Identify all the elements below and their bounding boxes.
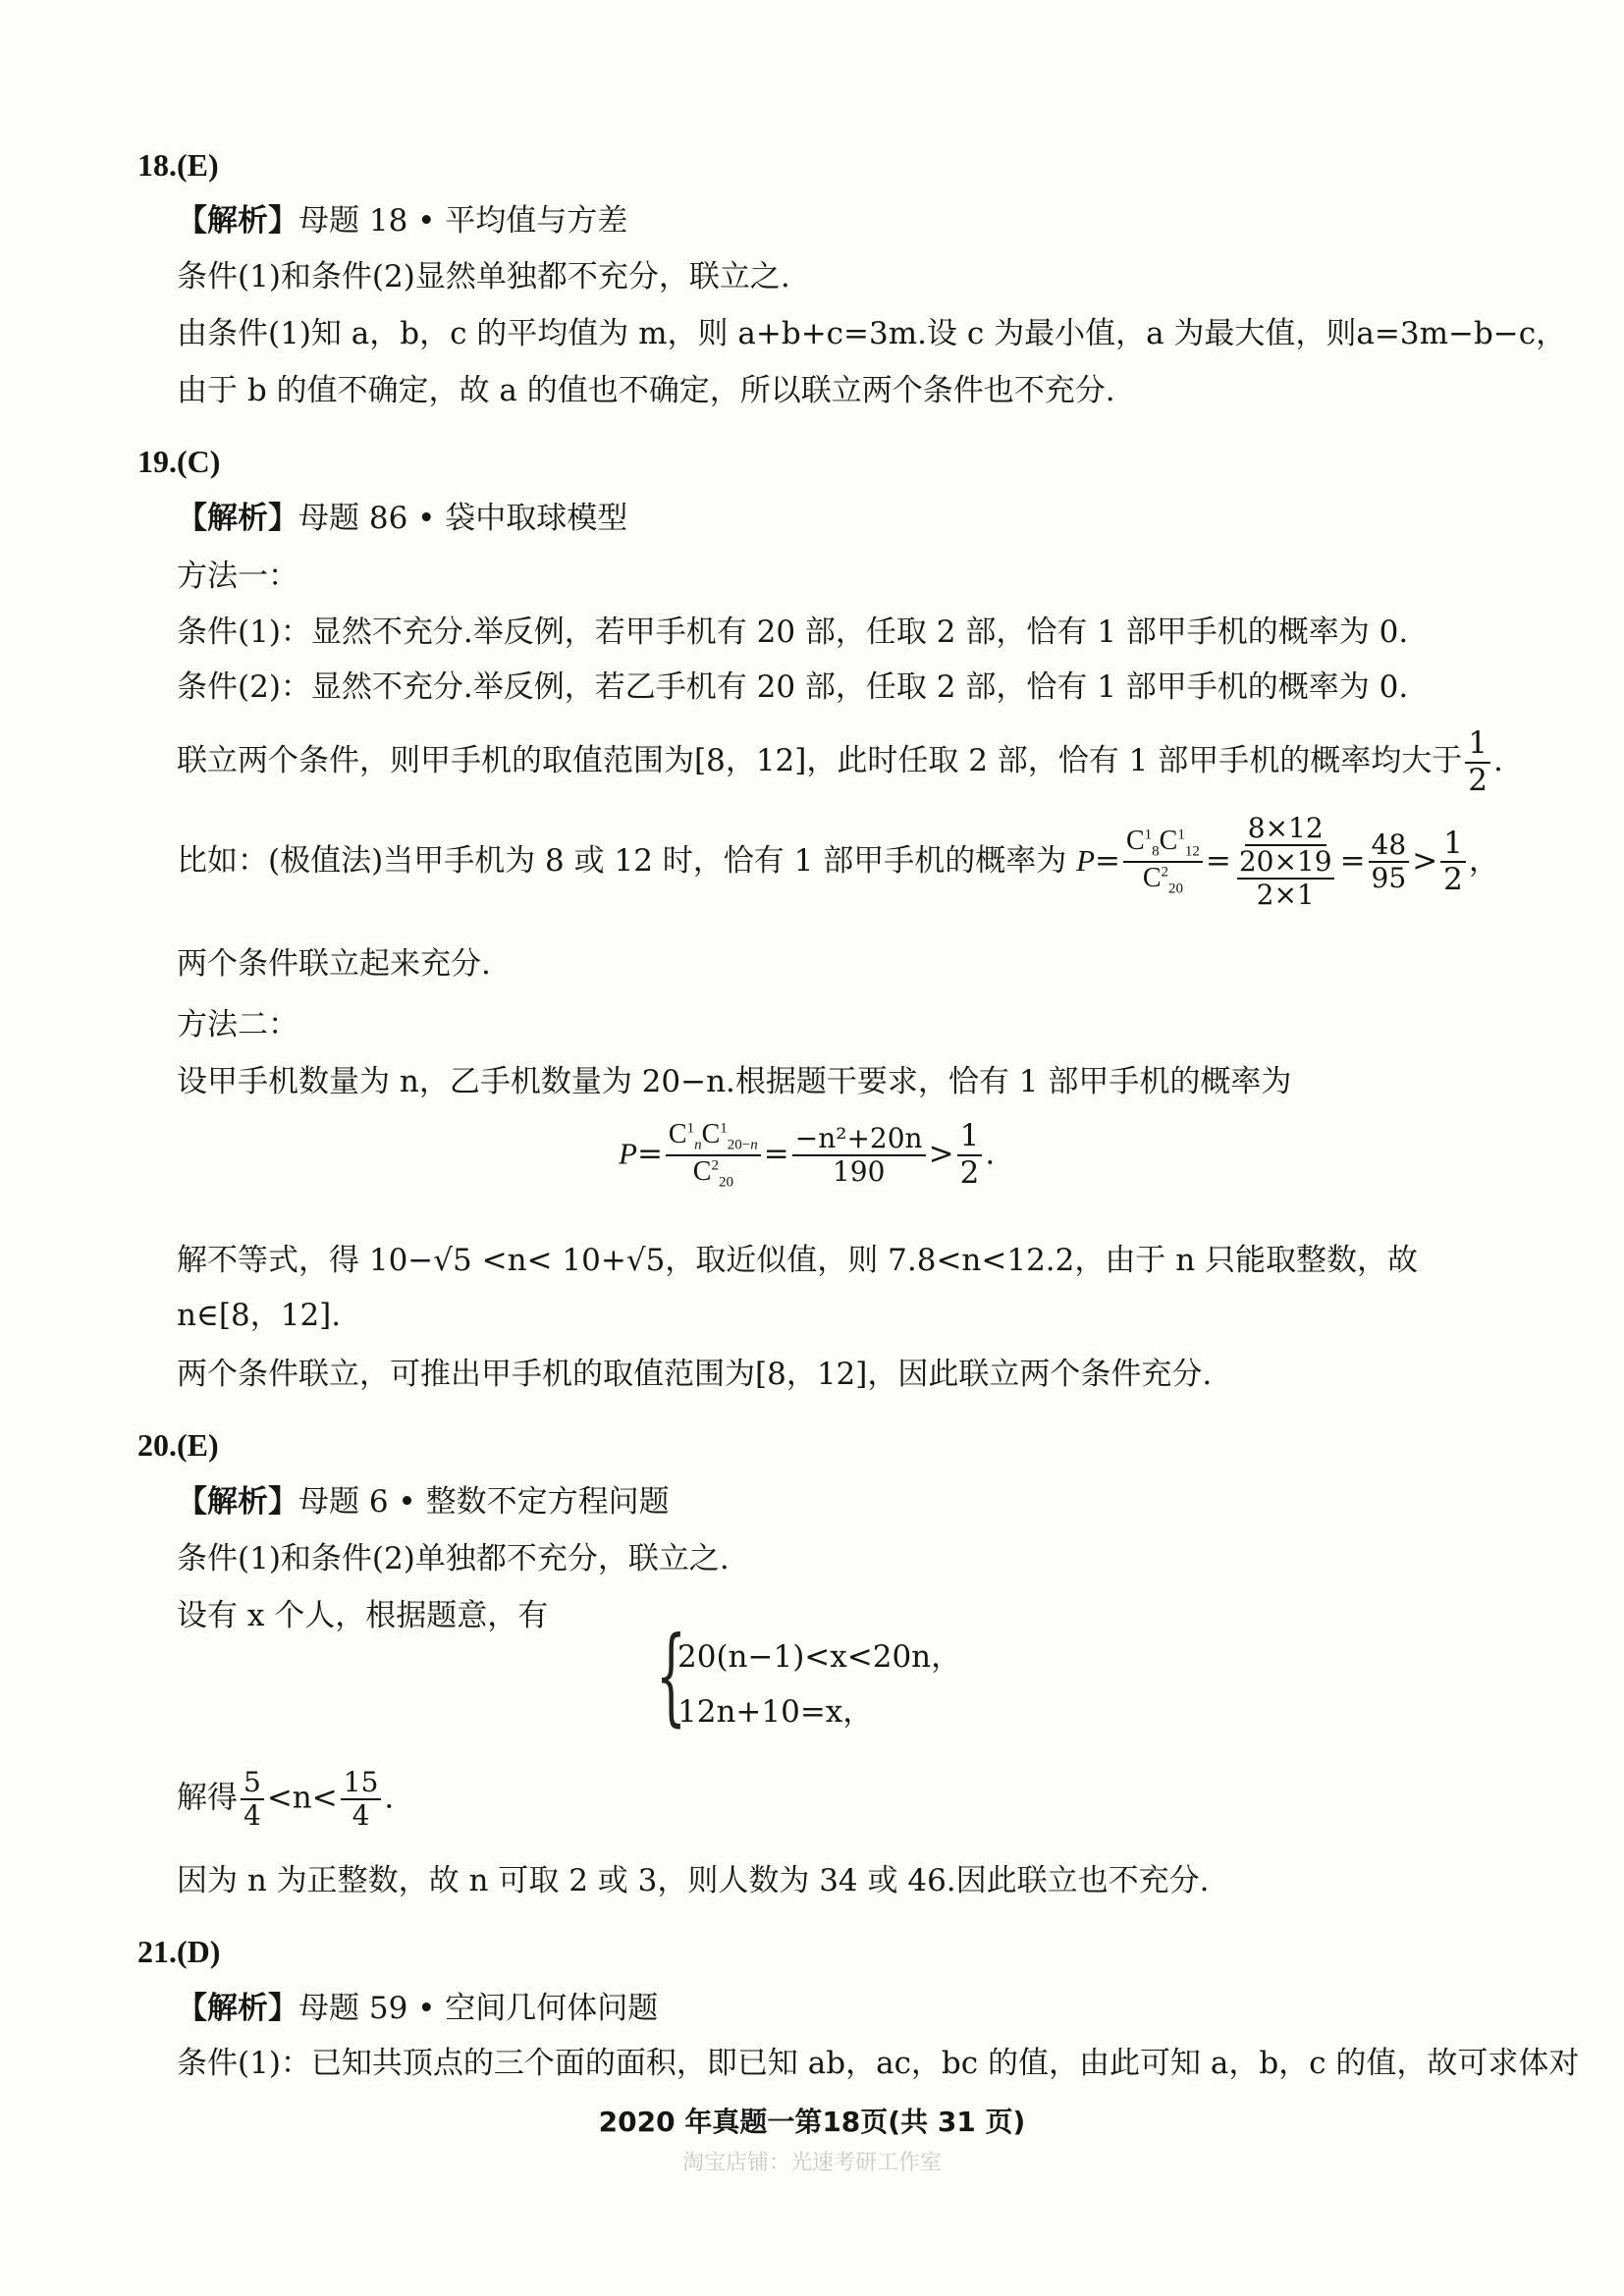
denominator: 2	[1468, 762, 1488, 798]
paragraph: n∈[8，12].	[177, 1298, 342, 1333]
paragraph: 由于 b 的值不确定，故 a 的值也不确定，所以联立两个条件也不充分.	[177, 373, 1115, 408]
method-label: 方法一：	[177, 559, 298, 594]
denominator: $C^2_{20}$	[1142, 863, 1184, 897]
text: <n<	[266, 1780, 338, 1816]
formula	[619, 1119, 995, 1192]
text: .	[384, 1780, 395, 1816]
combination-fraction	[1123, 826, 1203, 898]
paragraph: 条件(1)和条件(2)单独都不充分，联立之.	[177, 1541, 730, 1576]
brace-icon: {	[656, 1615, 686, 1737]
analysis-tag: 【解析】	[177, 501, 298, 536]
text: .	[1492, 743, 1503, 779]
topic: 母题 6 • 整数不定方程问题	[298, 1484, 670, 1520]
text: >	[928, 1136, 954, 1172]
fraction	[341, 1767, 382, 1832]
complex-fraction	[1234, 813, 1337, 912]
paragraph: 设甲手机数量为 n，乙手机数量为 20−n.根据题干要求，恰有 1 部甲手机的概率为	[177, 1064, 1292, 1099]
text: 联立两个条件，则甲手机的取值范围为[8，12]，此时任取 2 部，恰有 1 部甲手机的概率均大于	[177, 743, 1463, 779]
paragraph: 条件(2)：显然不充分.举反例，若乙手机有 20 部，任取 2 部，恰有 1 部甲手机的概率为 0.	[177, 669, 1409, 705]
denominator	[1234, 846, 1337, 911]
question-number: 21.(D)	[137, 1934, 221, 1969]
paragraph	[177, 726, 1503, 798]
question-number: 20.(E)	[137, 1427, 219, 1463]
paragraph: 条件(1)：已知共顶点的三个面的面积，即已知 ab，ac，bc 的值，由此可知 a，b，c 的值，故可求体对	[177, 2046, 1580, 2081]
fraction	[241, 1767, 264, 1832]
numerator: 1	[1440, 827, 1466, 864]
equation-system	[656, 1615, 962, 1739]
denominator: 2	[959, 1154, 980, 1191]
paragraph: 条件(1)和条件(2)显然单独都不充分，联立之.	[177, 259, 790, 294]
denominator: 190	[832, 1154, 886, 1188]
analysis-tag: 【解析】	[177, 203, 298, 239]
text: 解得	[177, 1780, 238, 1816]
text: =	[636, 1136, 663, 1172]
sqrt: √5	[433, 1243, 472, 1278]
paragraph	[177, 1767, 394, 1832]
paragraph: 两个条件联立，可推出甲手机的取值范围为[8，12]，因此联立两个条件充分.	[177, 1357, 1213, 1392]
inner-denominator: 2×1	[1256, 879, 1315, 912]
text: .	[985, 1136, 996, 1172]
numerator: 15	[341, 1767, 382, 1800]
paragraph	[177, 1239, 1418, 1282]
sqrt: √5	[625, 1243, 666, 1278]
analysis-heading	[177, 497, 627, 540]
paragraph: 设有 x 个人，根据题意，有	[177, 1598, 549, 1633]
paragraph: 因为 n 为正整数，故 n 可取 2 或 3，则人数为 34 或 46.因此联立也不充分.	[177, 1863, 1210, 1898]
question-number: 19.(C)	[137, 444, 221, 479]
text: =	[1205, 842, 1231, 879]
numerator: $C^1_nC^1_{20-n}$	[666, 1119, 761, 1156]
topic: 母题 86 • 袋中取球模型	[298, 501, 628, 536]
paragraph	[177, 813, 1499, 912]
numerator: 1	[1465, 726, 1490, 764]
text: 比如：(极值法)当甲手机为 8 或 12 时，恰有 1 部甲手机的概率为	[177, 842, 1077, 879]
paragraph: 由条件(1)知 a，b，c 的平均值为 m，则 a+b+c=3m.设 c 为最小值，a 为最大值，则a=3m−b−c，	[177, 316, 1567, 351]
paragraph: 条件(1)：显然不充分.举反例，若甲手机有 20 部，任取 2 部，恰有 1 部甲手机的概率为 0.	[177, 614, 1409, 650]
text: =	[1339, 842, 1366, 879]
math-var: P	[619, 1136, 637, 1171]
combination-fraction	[666, 1119, 761, 1192]
inner-numerator: 20×19	[1237, 846, 1334, 880]
analysis-heading	[177, 199, 627, 242]
question-number: 18.(E)	[137, 147, 219, 183]
denominator: 4	[244, 1799, 261, 1833]
text: <n< 10+	[471, 1243, 626, 1278]
math-var: P	[1076, 842, 1095, 878]
numerator: 1	[957, 1119, 983, 1156]
text: ，	[1468, 842, 1499, 879]
text: =	[1095, 842, 1120, 879]
numerator: $C^1_8C^1_{12}$	[1123, 826, 1203, 863]
fraction	[792, 1123, 926, 1188]
topic: 母题 59 • 空间几何体问题	[298, 1991, 659, 2026]
fraction	[1440, 827, 1466, 898]
method-label: 方法二：	[177, 1007, 298, 1042]
analysis-heading	[177, 1987, 658, 2030]
numerator: −n²+20n	[792, 1123, 926, 1156]
topic: 母题 18 • 平均值与方差	[298, 203, 628, 239]
text: 解不等式，得 10−	[177, 1243, 434, 1278]
analysis-tag: 【解析】	[177, 1991, 298, 2026]
numerator: 5	[241, 1767, 264, 1800]
analysis-heading	[177, 1480, 670, 1523]
denominator: $C^2_{20}$	[692, 1155, 733, 1191]
text: >	[1412, 842, 1438, 879]
page-footer: 2020 年真题一第18页(共 31 页)	[598, 2106, 1026, 2138]
fraction	[1465, 726, 1490, 798]
numerator: 8×12	[1245, 813, 1326, 846]
denominator: 95	[1371, 862, 1407, 895]
analysis-tag: 【解析】	[177, 1484, 298, 1520]
text: =	[763, 1136, 789, 1172]
watermark: 淘宝店铺：光速考研工作室	[681, 2151, 942, 2175]
denominator: 4	[352, 1799, 370, 1833]
fraction	[1369, 829, 1410, 894]
paragraph: 两个条件联立起来充分.	[177, 946, 491, 982]
equation: 12n+10=x，	[677, 1694, 874, 1730]
fraction	[957, 1119, 983, 1191]
equation: 20(n−1)<x<20n，	[677, 1639, 962, 1675]
text: ，取近似值，则 7.8<n<12.2，由于 n 只能取整数，故	[665, 1243, 1419, 1278]
numerator: 48	[1369, 829, 1410, 863]
denominator: 2	[1443, 862, 1463, 898]
